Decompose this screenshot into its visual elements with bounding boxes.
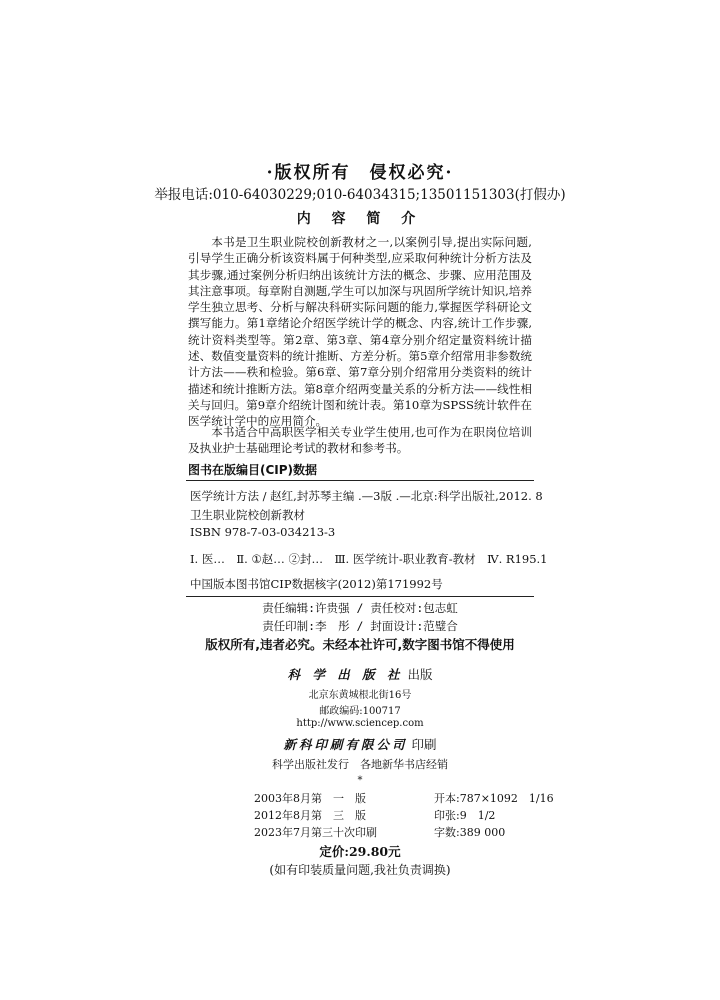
cip-line-isbn: ISBN 978-7-03-034213-3 bbox=[190, 525, 336, 539]
rights-notice: 版权所有,违者必究。未经本社许可,数字图书馆不得使用 bbox=[205, 637, 515, 652]
edition-date: 2003年8月第 一 版 bbox=[254, 792, 366, 805]
cip-line-title: 医学统计方法 / 赵红,封苏琴主编 .—3版 .—北京:科学出版社,2012. 8 bbox=[190, 489, 543, 503]
edition-spec: 开本:787×1092 1/16 bbox=[434, 792, 554, 805]
edition-spec: 字数:389 000 bbox=[434, 826, 506, 839]
cip-bottom-rule bbox=[186, 596, 534, 597]
printer-suffix: 印刷 bbox=[411, 737, 437, 752]
quality-note: (如有印装质量问题,我社负责调换) bbox=[269, 863, 451, 877]
summary-paragraph-2: 本书适合中高职医学相关专业学生使用,也可作为在职岗位培训及执业护士基础理论考试的教材和参考书。 bbox=[188, 425, 532, 456]
responsibility-editors: 责任编辑:许贵强 / 责任校对:包志虹 bbox=[262, 601, 458, 615]
summary-heading: 内 容 简 介 bbox=[296, 211, 424, 227]
printer-name: 新科印刷有限公司 bbox=[283, 737, 408, 752]
publisher-suffix: 出版 bbox=[407, 667, 433, 682]
publisher-name: 科 学 出 版 社 bbox=[287, 667, 404, 682]
edition-row-2 bbox=[254, 807, 495, 823]
publisher-line bbox=[0, 665, 720, 683]
printer-line bbox=[0, 735, 720, 753]
distribution-line: 科学出版社发行 各地新华书店经销 bbox=[272, 758, 448, 771]
publisher-postcode: 邮政编码:100717 bbox=[319, 706, 401, 717]
responsibility-print: 责任印制:李 彤 / 封面设计:范璧合 bbox=[262, 619, 458, 633]
edition-row-3 bbox=[254, 824, 505, 840]
copyright-banner: ·版权所有 侵权必究· bbox=[266, 163, 454, 183]
cip-top-rule bbox=[186, 480, 534, 481]
price: 定价:29.80元 bbox=[319, 844, 401, 859]
publisher-url: http://www.sciencep.com bbox=[296, 718, 424, 729]
cip-title: 图书在版编目(CIP)数据 bbox=[188, 463, 318, 477]
edition-spec: 印张:9 1/2 bbox=[434, 809, 496, 822]
report-phone: 举报电话:010-64030229;010-64034315;13501151303(打假办) bbox=[154, 187, 566, 203]
cip-line-series: 卫生职业院校创新教材 bbox=[190, 508, 305, 522]
cip-line-classification: Ⅰ. 医… Ⅱ. ①赵… ②封… Ⅲ. 医学统计-职业教育-教材 Ⅳ. R195.1 bbox=[190, 552, 548, 566]
edition-date: 2012年8月第 三 版 bbox=[254, 809, 366, 822]
cip-line-data-number: 中国版本图书馆CIP数据核字(2012)第171992号 bbox=[190, 577, 443, 591]
summary-paragraph-1: 本书是卫生职业院校创新教材之一,以案例引导,提出实际问题,引导学生正确分析该资料属于何种类型,应采取何种统计分析方法及其步骤,通过案例分析归纳出该统计方法的概念、步骤、应用范围及其注意事项。每章附自测题,学生可以加深与巩固所学统计知识,培养学生独立思考、分析与解决科研实际问题的能力,掌握医学科研论文撰写能力。第1章绪论介绍医学统计学的概念、内容,统计工作步骤,统计资料类型等。第2章、第3章、第4章分别介绍定量资料统计描述、数值变量资料的统计推断、方差分析。第5章介绍常用非参数统计方法——秩和检验。第6章、第7章分别介绍常用分类资料的统计描述和统计推断方法。第8章介绍两变量关系的分析方法——线性相关与回归。第9章介绍统计图和统计表。第10章为SPSS统计软件在医学统计学中的应用简介。 bbox=[188, 235, 532, 429]
publisher-address: 北京东黄城根北街16号 bbox=[308, 690, 412, 701]
separator-star: * bbox=[357, 775, 363, 786]
edition-date: 2023年7月第三十次印刷 bbox=[254, 826, 377, 839]
edition-row-1 bbox=[254, 790, 554, 806]
